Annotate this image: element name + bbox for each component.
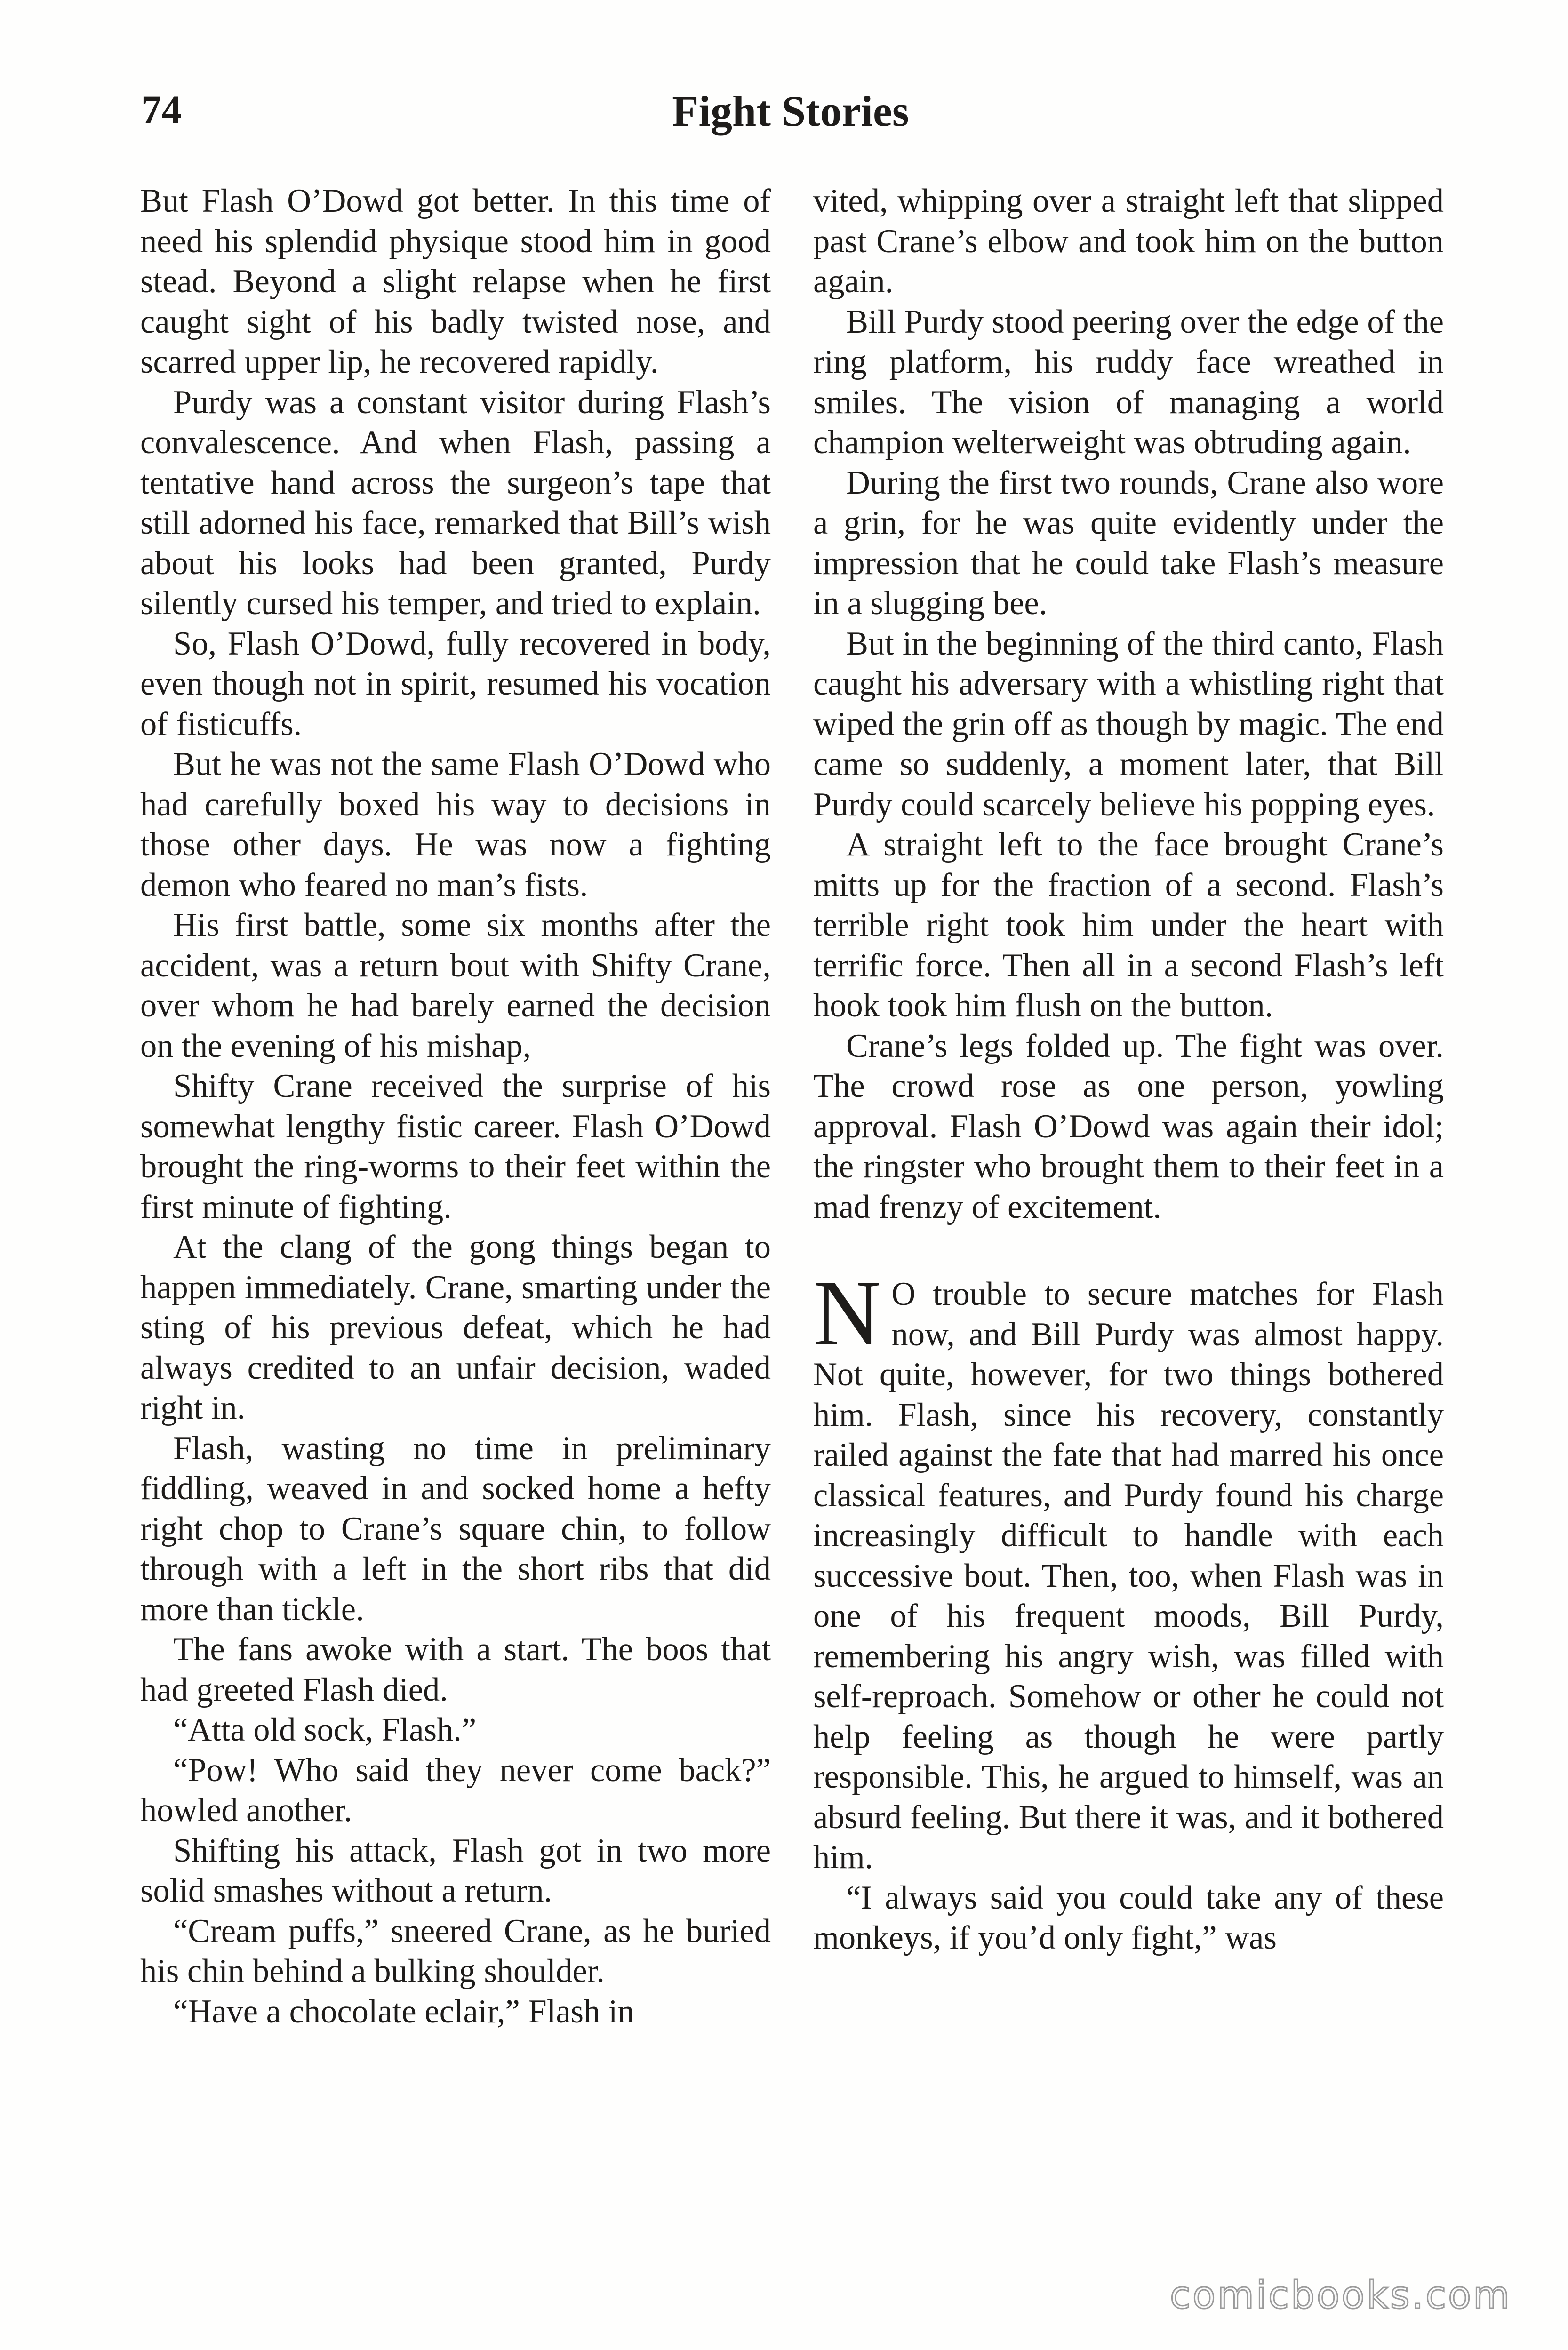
paragraph: “Atta old sock, Flash.” — [173, 1711, 477, 1748]
paragraph: Bill Purdy stood peering over the edge of the ring platform, his ruddy face wreathed in smiles. The vision of managing a world champion welterweight was obtruding again. — [813, 303, 1444, 461]
paragraph: A straight left to the face brought Crane’s mitts up for the fraction of a second. Flash’s terrible right took him under the heart with terrific force. Then all in a second Flash’s left hook took him flush on the button. — [813, 826, 1444, 1024]
right-column — [813, 181, 1444, 1958]
paragraph: Crane’s legs folded up. The fight was over. The crowd rose as one person, yowling approval. Flash O’Dowd was again their idol; the ringster who brought them to their feet in a mad frenzy of excitement. — [813, 1027, 1444, 1225]
paragraph: The fans awoke with a start. The boos that had greeted Flash died. — [140, 1631, 771, 1708]
paragraph: So, Flash O’Dowd, fully recovered in body, even though not in spirit, resumed his vocation of fisticuffs. — [140, 625, 771, 743]
paragraph-continuation: vited, whipping over a straight left that slipped past Crane’s elbow and took him on the button again. — [813, 183, 1444, 300]
watermark: comicbooks.com — [1169, 2273, 1512, 2317]
paragraph: But in the beginning of the third canto, Flash caught his adversary with a whistling right that wiped the grin off as though by magic. The end came so suddenly, a moment later, that Bill Purdy could scarcely believe his popping eyes. — [813, 625, 1444, 823]
running-title: Fight Stories — [672, 87, 909, 135]
dropcap-paragraph-text: O trouble to secure matches for Flash now, and Bill Purdy was almost happy. Not quite, however, for two things bothered him. Flash, since his recovery, constantly railed against the fate that had marred his once classical features, and Purdy found his charge increasingly difficult to handle with each successive bout. Then, too, when Flash was in one of his frequent moods, Bill Purdy, remembering his angry wish, was filled with self-reproach. Somehow or other he could not help feeling as though he were partly responsible. This, he argued to himself, was an absurd feeling. But there it was, and it bothered him. — [813, 1276, 1444, 1876]
paragraph: “Have a chocolate eclair,” Flash in — [173, 1993, 634, 2030]
paragraph: Shifty Crane received the surprise of his somewhat lengthy fistic career. Flash O’Dowd brought the ring-worms to their feet within the first minute of fighting. — [140, 1068, 771, 1225]
paragraph: “Pow! Who said they never come back?” howled another. — [140, 1751, 771, 1829]
paragraph: But he was not the same Flash O’Dowd who had carefully boxed his way to decisions in those other days. He was now a fighting demon who feared no man’s fists. — [140, 746, 771, 903]
paragraph: At the clang of the gong things began to happen immediately. Crane, smarting under the sting of his previous defeat, which he had always credited to an unfair decision, waded right in. — [140, 1229, 771, 1426]
paragraph: His first battle, some six months after the accident, was a return bout with Shifty Crane, over whom he had barely earned the decision on the evening of his mishap, — [140, 907, 771, 1064]
paragraph: “Cream puffs,” sneered Crane, as he buried his chin behind a bulking shoulder. — [140, 1912, 771, 1990]
page-header — [141, 89, 1440, 155]
left-column — [140, 181, 771, 2032]
paragraph: “I always said you could take any of these monkeys, if you’d only fight,” was — [813, 1879, 1444, 1956]
drop-cap: N — [813, 1261, 881, 1365]
paragraph: Flash, wasting no time in preliminary fiddling, weaved in and socked home a hefty right chop to Crane’s square chin, to follow through with a left in the short ribs that did more than tickle. — [140, 1430, 771, 1628]
paragraph: But Flash O’Dowd got better. In this time of need his splendid physique stood him in good stead. Beyond a slight relapse when he first caught sight of his badly twisted nose, and scarred upper lip, he recovered rapidly. — [140, 183, 771, 380]
paragraph: Shifting his attack, Flash got in two more solid smashes without a return. — [140, 1832, 771, 1909]
page-number: 74 — [141, 87, 182, 132]
dropcap-paragraph — [813, 1261, 1444, 1878]
paragraph: During the first two rounds, Crane also wore a grin, for he was quite evidently under the impression that he could take Flash’s measure in a slugging bee. — [813, 464, 1444, 622]
paragraph: Purdy was a constant visitor during Flash’s convalescence. And when Flash, passing a tentative hand across the surgeon’s tape that still adorned his face, remarked that Bill’s wish about his looks had been granted, Purdy silently cursed his temper, and tried to explain. — [140, 384, 771, 622]
